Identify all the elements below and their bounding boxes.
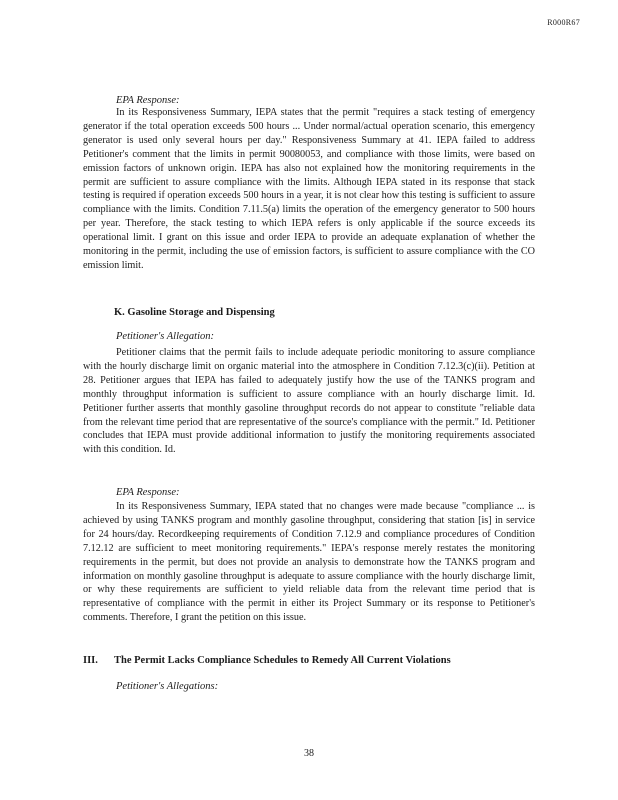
section-iii-title: The Permit Lacks Compliance Schedules to Remedy All Current Violations [114, 655, 451, 666]
epa-response-paragraph-1: In its Responsiveness Summary, IEPA states that the permit "requires a stack testing of emergency generator if the total operation exceeds 500 hours ... Under normal/actual operation scenario, this emergency generator is used only several hours per day." Responsiveness Summary at 41. IEPA failed to address Petitioner's comment that the limits in permit 90080053, and compliance with those limits, were based on emission factors of unknown origin. IEPA has also not explained how the monitoring requirements in the permit are sufficient to assure compliance with the limits. Although IEPA stated in its response that stack testing is required if operation exceeds 500 hours in a year, it is not clear how this testing is sufficient to assure compliance with the limits. Condition 7.11.5(a) limits the operation of the emergency generator to 500 hours per year. Therefore, the stack testing to which IEPA refers is only applicable if the source exceeds its operational limit. I grant on this issue and order IEPA to provide an adequate explanation of whether the monitoring in the permit, including the use of emission factors, is sufficient to assure compliance with the CO emission limit. [83, 107, 535, 271]
petitioners-allegation-paragraph: Petitioner claims that the permit fails to include adequate periodic monitoring to assure compliance with the hourly discharge limit on organic material into the atmosphere in Condition 7.12.3(c)(ii). Petition at 28. Petitioner argues that IEPA has failed to adequately justify how the use of the TANKS program and monthly throughput information is sufficient to assure compliance with an hourly discharge limit. Id. Petitioner further asserts that monthly gasoline throughput records do not appear to constitute "reliable data from the relevant time period that are representative of the source's compliance with the permit." Id. Petitioner concludes that IEPA must provide additional information to justify the monitoring requirements associated with this condition. Id. [83, 347, 535, 456]
epa-response-heading-1: EPA Response: [116, 95, 180, 106]
petitioners-allegations-heading: Petitioner's Allegations: [116, 681, 219, 692]
epa-response-heading-2: EPA Response: [116, 487, 180, 498]
section-k-heading: K. Gasoline Storage and Dispensing [114, 307, 275, 318]
epa-response-paragraph-2: In its Responsiveness Summary, IEPA stated that no changes were made because "compliance ... is achieved by using TANKS program and monthly gasoline throughput, considering that station [is] in service for 24 hours/day. Recordkeeping requirements of Condition 7.12.9 and compliance procedures of Condition 7.12.12 are sufficient to meet monitoring requirements." IEPA's response merely restates the monitoring requirements in the permit, but does not provide an analysis to demonstrate how the TANKS program and information on monthly gasoline throughput is adequate to assure compliance with the hourly discharge limit, or why these requirements are sufficient to yield reliable data from the relevant time period that is representative of compliance with the permit in either its Project Summary or its response to Petitioner's comments. Therefore, I grant the petition on this issue. [83, 501, 535, 624]
section-iii-number: III. [83, 655, 98, 666]
page-number: 38 [304, 748, 314, 759]
section-iii-heading [83, 655, 451, 666]
petitioners-allegation-heading: Petitioner's Allegation: [116, 331, 214, 342]
document-id: R000R67 [547, 18, 580, 27]
